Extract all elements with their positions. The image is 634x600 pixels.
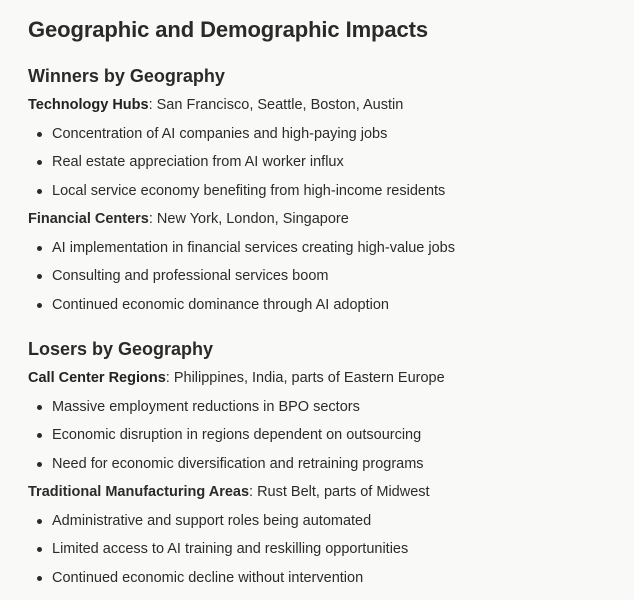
list-item-text: Continued economic dominance through AI adoption [52,296,389,313]
bullet-icon [37,274,42,279]
list-item-text: Limited access to AI training and reskilling opportunities [52,541,409,557]
group-title [28,364,614,393]
list-item-text: Continued economic decline without intervention [52,569,364,586]
list-item-text: Concentration of AI companies and high-paying jobs [52,125,388,142]
section-winners [28,63,614,319]
bullet-icon [37,189,42,194]
section-heading: Winners by Geography [28,66,225,86]
bullet-icon [37,132,42,137]
list-item [28,535,614,564]
bullet-icon [37,405,42,410]
bullet-icon [37,303,42,308]
section-losers [28,336,614,592]
list-item [28,393,614,422]
list-item [28,507,614,536]
list-item [28,262,614,291]
list-item [28,564,614,593]
page-title: Geographic and Demographic Impacts [28,17,429,42]
section-heading: Losers by Geography [28,339,214,359]
group-detail: : Philippines, India, parts of Eastern Europe [165,370,445,386]
list-item [28,450,614,479]
list-item [28,148,614,177]
bullet-icon [37,519,42,524]
bullet-icon [37,462,42,467]
list-item-text: Consulting and professional services boom [52,268,329,284]
group-label: Financial Centers [28,211,149,227]
list-item-text: Local service economy benefiting from high-income residents [52,182,446,199]
group-label: Call Center Regions [28,370,166,386]
bullet-icon [37,246,42,251]
group-label: Technology Hubs [28,97,149,113]
list-item-text: Massive employment reductions in BPO sectors [52,398,360,415]
bullet-icon [37,576,42,581]
bullet-list [28,120,614,206]
list-item-text: Need for economic diversification and retraining programs [52,455,424,472]
bullet-list [28,393,614,479]
list-item [28,234,614,263]
list-item [28,177,614,206]
group-title [28,205,614,234]
bullet-list [28,507,614,593]
group-title [28,91,614,120]
list-item-text: Real estate appreciation from AI worker influx [52,154,344,170]
bullet-icon [37,547,42,552]
bullet-list [28,234,614,320]
list-item-text: Economic disruption in regions dependent on outsourcing [52,427,422,443]
list-item [28,291,614,320]
list-item-text: AI implementation in financial services creating high-value jobs [52,239,455,256]
group-detail: : San Francisco, Seattle, Boston, Austin [148,97,404,113]
group-detail: : New York, London, Singapore [148,211,349,227]
group-title [28,478,614,507]
list-item [28,421,614,450]
bullet-icon [37,433,42,438]
group-detail: : Rust Belt, parts of Midwest [249,484,430,500]
group-label: Traditional Manufacturing Areas [28,484,250,500]
bullet-icon [37,160,42,165]
list-item-text: Administrative and support roles being automated [52,512,372,529]
list-item [28,120,614,149]
